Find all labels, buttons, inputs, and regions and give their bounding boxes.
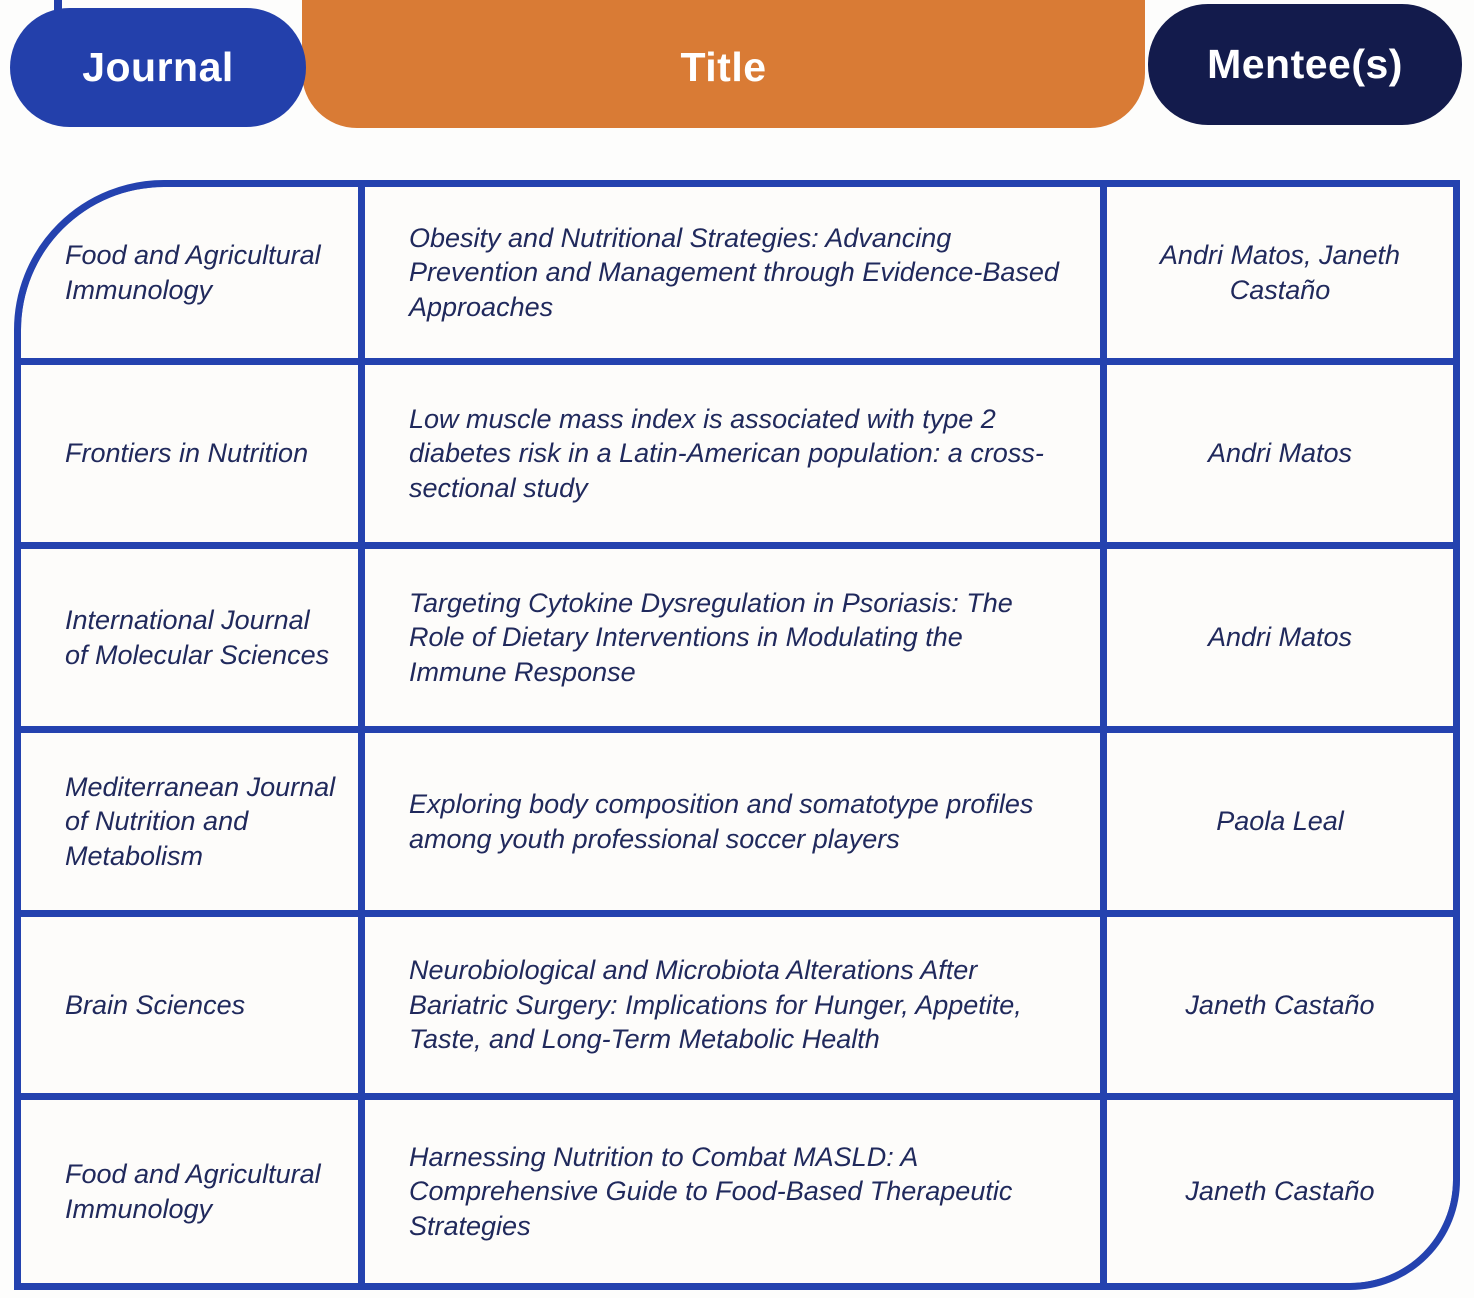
journal-text: Brain Sciences	[65, 989, 246, 1020]
title-cell	[365, 1100, 1100, 1283]
publications-table	[14, 180, 1460, 1290]
journal-cell	[21, 1100, 358, 1283]
title-cell	[365, 549, 1100, 726]
title-cell	[365, 917, 1100, 1093]
title-text: Harnessing Nutrition to Combat MASLD: A Comprehensive Guide to Food-Based Therapeutic Strategies	[409, 1141, 1013, 1241]
journal-text: Food and Agricultural Immunology	[65, 1158, 321, 1224]
mentees-cell	[1107, 187, 1453, 358]
mentees-cell	[1107, 917, 1453, 1093]
column-header-mentees-label: Mentee(s)	[1207, 41, 1403, 87]
title-cell	[365, 187, 1100, 358]
title-cell	[365, 733, 1100, 910]
journal-cell	[21, 187, 358, 358]
mentees-text: Paola Leal	[1216, 806, 1344, 837]
journal-text: International Journal of Molecular Sciences	[65, 604, 330, 670]
title-text: Low muscle mass index is associated with type 2 diabetes risk in a Latin-American population: a cross-sectional study	[409, 403, 1044, 503]
column-header-journal	[10, 8, 306, 127]
title-text: Exploring body composition and somatotype profiles among youth professional soccer players	[409, 788, 1034, 854]
mentees-cell	[1107, 733, 1453, 910]
journal-cell	[21, 733, 358, 910]
journal-cell	[21, 365, 358, 542]
column-header-title	[302, 0, 1145, 128]
mentees-text: Andri Matos	[1207, 622, 1353, 653]
journal-cell	[21, 917, 358, 1093]
mentees-text: Andri Matos	[1207, 438, 1353, 469]
mentees-text: Janeth Castaño	[1185, 1176, 1375, 1207]
mentees-text: Janeth Castaño	[1185, 989, 1375, 1020]
mentees-cell	[1107, 549, 1453, 726]
column-header-mentees	[1148, 4, 1462, 125]
mentees-cell	[1107, 365, 1453, 542]
title-text: Obesity and Nutritional Strategies: Advancing Prevention and Management through Evidence-Based Approaches	[409, 222, 1059, 322]
title-cell	[365, 365, 1100, 542]
mentees-cell	[1107, 1100, 1453, 1283]
column-header-title-label: Title	[680, 43, 767, 90]
journal-text: Food and Agricultural Immunology	[65, 239, 321, 305]
title-text: Neurobiological and Microbiota Alterations After Bariatric Surgery: Implications for Hunger, Appetite, Taste, and Long-Term Metabolic Health	[409, 955, 1022, 1055]
mentees-text: Andri Matos, Janeth Castaño	[1159, 239, 1401, 305]
journal-cell	[21, 549, 358, 726]
title-text: Targeting Cytokine Dysregulation in Psoriasis: The Role of Dietary Interventions in Modulating the Immune Response	[409, 587, 1013, 687]
journal-text: Frontiers in Nutrition	[65, 438, 309, 469]
journal-text: Mediterranean Journal of Nutrition and Metabolism	[65, 771, 336, 871]
column-header-journal-label: Journal	[82, 44, 234, 90]
